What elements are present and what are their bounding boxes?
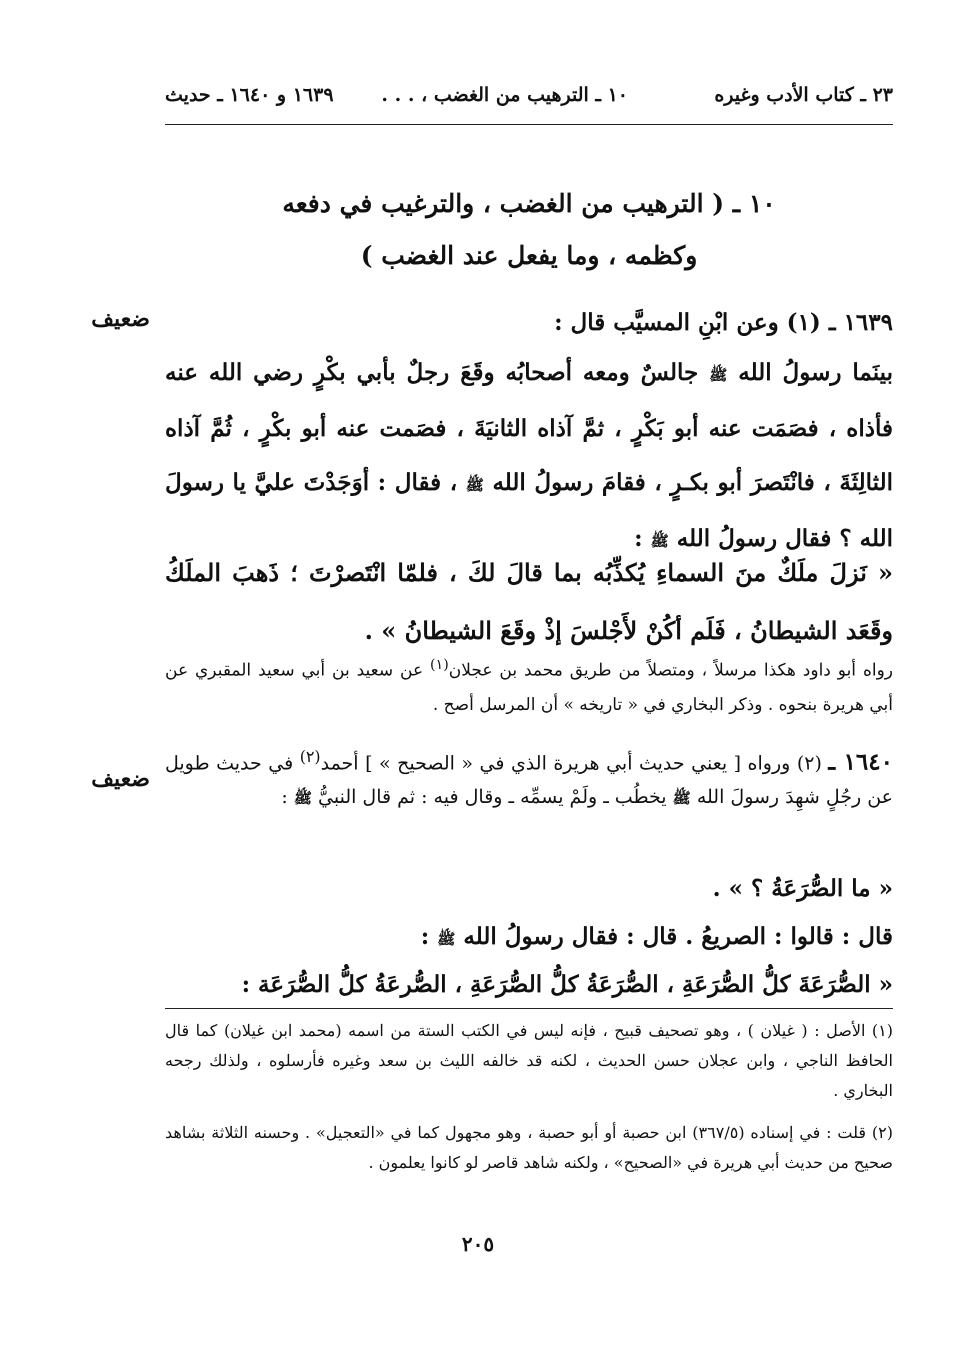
narrative-part-3: ، فقال : أوَجَدْتَ عليَّ يا رسولَ الله ؟ فقال رسولُ الله: [165, 469, 893, 552]
salawat-symbol: ﷺ: [465, 476, 484, 494]
takhrij-part-1: رواه أبو داود هكذا مرسلاً ، ومتصلاً من طريق محمد بن عجلان: [448, 660, 893, 681]
hadith-1639-narrator: (١) وعن ابْنِ المسيَّب قال :: [554, 309, 821, 336]
hadith-1640-intro: [165, 740, 893, 815]
footnote-ref-1: (١): [430, 657, 449, 673]
header-hadith-range: ١٦٣٩ و ١٦٤٠ ـ حديث: [165, 84, 334, 106]
hadith-1640-question: « ما الصُّرَعَةُ ؟ » .: [712, 875, 893, 902]
answer-part-2: :: [420, 923, 430, 950]
running-header: [165, 84, 893, 118]
hadith-1640-answer: [165, 914, 893, 962]
page-number: ٢٠٥: [461, 1232, 495, 1256]
salawat-symbol: ﷺ: [437, 930, 456, 948]
salawat-symbol: ﷺ: [672, 789, 691, 808]
answer-part-1: قال : قالوا : الصريعُ . قال : فقال رسولُ الله: [463, 923, 893, 950]
narrative-part-1: بينَما رسولُ الله: [738, 359, 894, 386]
takhrij-part-2: عن سعيد بن أبي سعيد المقبري عن أبي هريرة بنحوه . وذكر البخاري في « تاريخه » أن المرسل أصح .: [165, 660, 893, 715]
chapter-heading: [165, 178, 893, 282]
hadith-1640-saying: « الصُّرَعَةَ كلُّ الصُّرَعَةِ ، الصُّرَعَةُ كلُّ الصُّرَعَةِ ، الصُّرعَةُ كلُّ الصُّرَعَة :: [241, 971, 893, 998]
narrative-part-2: جالسٌ ومعه أصحابُه وقَعَ رجلٌ بأبي بكْرٍ رضي الله عنه فأذاه ، فصَمَت عنه أبو بَكْرٍ ، ثمَّ آذاه الثانيَةَ ، فصَمت عنه أبو بكْرٍ ، ثُمَّ آذاه الثالِثَةَ ، فانْتَصرَ أبو بكـرٍ ، فقامَ رسولُ الله: [165, 359, 893, 496]
salawat-symbol: ﷺ: [650, 532, 669, 550]
header-book-title: ٢٣ ـ كتاب الأدب وغيره: [714, 84, 893, 106]
header-chapter-title: ١٠ ـ الترهيب من الغضب ، . . .: [381, 84, 628, 106]
intro-part-1: (٢) ورواه [ يعني حديث أبي هريرة الذي في « الصحيح » ] أحمد: [320, 752, 822, 775]
chapter-heading-line-2: وكظمه ، وما يفعل عند الغضب ): [360, 241, 698, 270]
hadith-1639-intro: [165, 296, 893, 350]
salawat-symbol: ﷺ: [709, 366, 728, 384]
narrative-part-4: :: [634, 525, 643, 552]
hadith-number-1640: ١٦٤٠ ـ: [828, 748, 893, 776]
footnote-1: (١) الأصل : ( غيلان ) ، وهو تصحيف قبيح ، فإنه ليس في الكتب الستة من اسمه (محمد ابن غيلان) كما قال الحافظ الناجي ، وابن عجلان حسن الحديث ، لكنه قد خالفه الليث بن سعد وغيره فأرسلوه ، ولذلك رجحه البخاري .: [165, 1021, 893, 1100]
footnote-2: (٢) قلت : في إسناده (٣٦٧/٥) ابن حصبة أو أبو حصبة ، وهو مجهول كما في «التعجيل» . وحسنه الثلاثة بشاهد صحيح من حديث أبي هريرة في «الصحيح» ، ولكنه شاهد قاصر لو كانوا يعلمون .: [165, 1123, 893, 1172]
grade-label-1639: ضعيف: [91, 306, 150, 332]
header-divider: [165, 124, 893, 125]
salawat-symbol: ﷺ: [293, 789, 312, 808]
intro-part-3: يخطُب ـ ولَمْ يسمِّه ـ وقال فيه : ثم قال النبيُّ: [318, 786, 667, 809]
hadith-1639-narrative: [165, 346, 893, 568]
hadith-1639-quote: « نَزلَ ملَكٌ منَ السماءِ يُكذِّبُه بما قالَ لكَ ، فلمّا انْتَصرْتَ ؛ ذَهبَ الملَكُ وقَعَد الشيطانُ ، فَلَم أكُنْ لأَجْلسَ إذْ وقَعَ الشيطانُ » .: [165, 558, 893, 645]
intro-part-4: :: [281, 786, 288, 809]
grade-label-1640: ضعيف: [91, 766, 150, 792]
intro-part-2: في حديث طويل عن رجُلٍ شهِدَ رسولَ الله: [165, 752, 893, 809]
footnote-divider: [165, 1008, 893, 1009]
footnote-ref-2: (٢): [299, 747, 321, 766]
hadith-number-1639: ١٦٣٩ ـ: [828, 309, 893, 336]
hadith-1639-takhrij: [165, 648, 893, 722]
chapter-heading-line-1: ١٠ ـ ( الترهيب من الغضب ، والترغيب في دفعه: [282, 189, 776, 218]
